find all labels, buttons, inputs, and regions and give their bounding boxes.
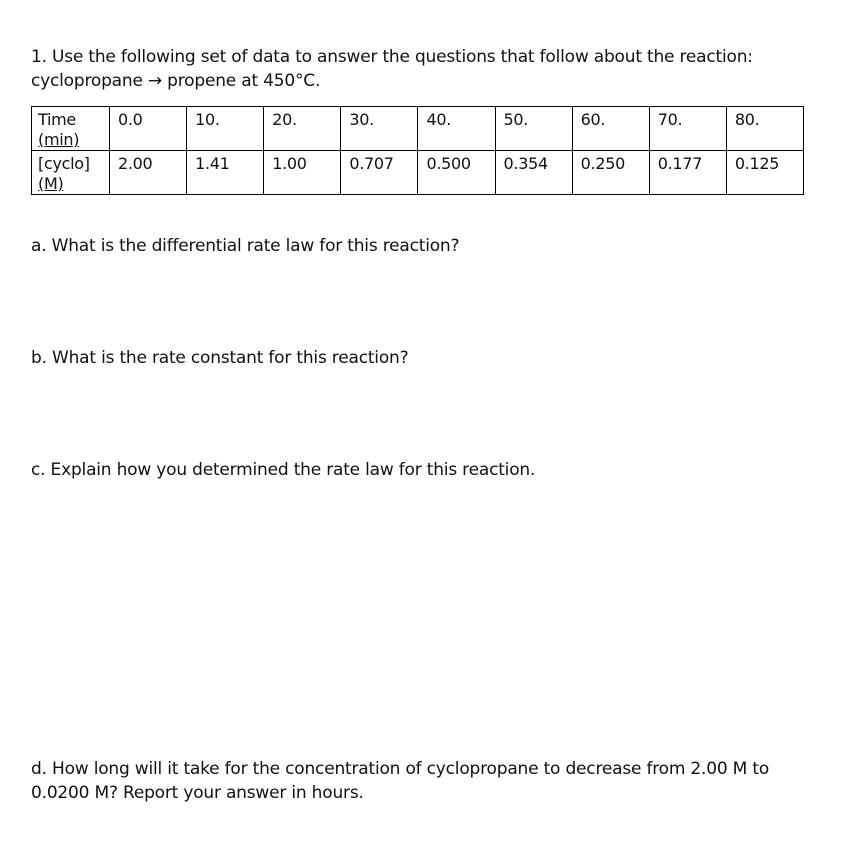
concentration-cell: 0.354 (495, 151, 572, 195)
concentration-cell: 1.41 (187, 151, 264, 195)
time-header-label: Time (38, 110, 76, 129)
concentration-cell: 2.00 (110, 151, 187, 195)
concentration-cell: 1.00 (264, 151, 341, 195)
time-cell: 30. (341, 107, 418, 151)
intro-line-2: cyclopropane → propene at 450°C. (31, 71, 321, 91)
concentration-cell: 0.500 (418, 151, 495, 195)
concentration-cell: 0.177 (649, 151, 726, 195)
time-header-cell (32, 107, 110, 151)
concentration-cell: 0.707 (341, 151, 418, 195)
time-cell: 20. (264, 107, 341, 151)
problem-intro (31, 45, 821, 93)
time-cell: 60. (572, 107, 649, 151)
time-cell: 80. (726, 107, 803, 151)
time-row (32, 107, 804, 151)
time-cell: 10. (187, 107, 264, 151)
time-cell: 50. (495, 107, 572, 151)
concentration-row (32, 151, 804, 195)
time-cell: 0.0 (110, 107, 187, 151)
question-d: d. How long will it take for the concentration of cyclopropane to decrease from 2.00 M to 0.0200 M? Report your answer in hours. (31, 759, 770, 803)
concentration-header-cell (32, 151, 110, 195)
concentration-header-unit: (M) (38, 174, 64, 193)
time-cell: 40. (418, 107, 495, 151)
concentration-header-label: [cyclo] (38, 154, 90, 173)
intro-line-1: 1. Use the following set of data to answer the questions that follow about the reaction: (31, 47, 753, 67)
question-c: c. Explain how you determined the rate law for this reaction. (31, 460, 536, 480)
question-b: b. What is the rate constant for this reaction? (31, 348, 409, 368)
concentration-cell: 0.250 (572, 151, 649, 195)
question-a: a. What is the differential rate law for this reaction? (31, 236, 460, 256)
concentration-cell: 0.125 (726, 151, 803, 195)
time-cell: 70. (649, 107, 726, 151)
time-header-unit: (min) (38, 130, 80, 149)
kinetics-data-table (31, 106, 804, 195)
